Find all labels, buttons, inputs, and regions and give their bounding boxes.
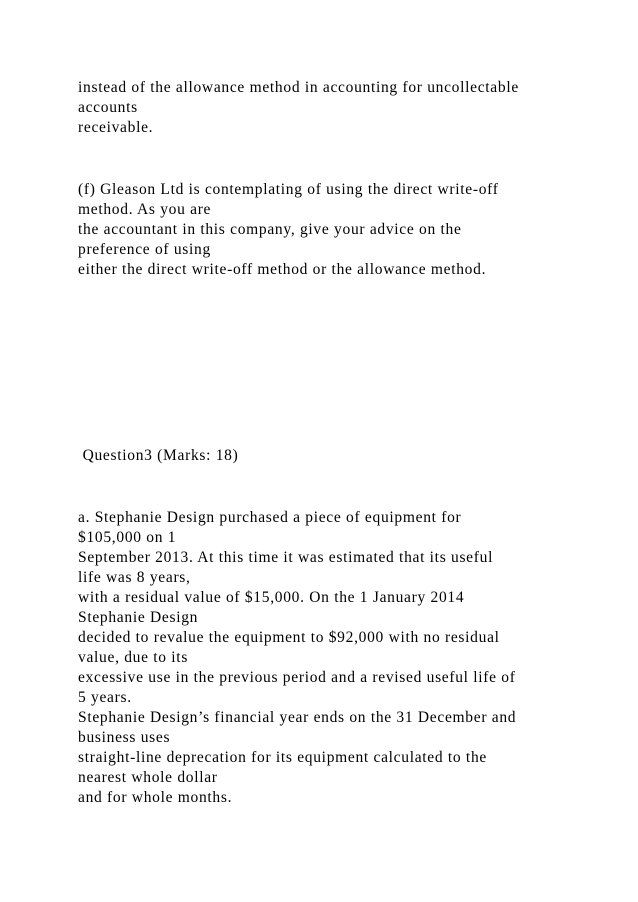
text-line: the accountant in this company, give your advice on the <box>78 221 462 238</box>
text-line: (f) Gleason Ltd is contemplating of using the direct write-off <box>78 181 499 198</box>
text-line: decided to revalue the equipment to $92,000 with no residual <box>78 629 500 646</box>
question-heading: Question3 (Marks: 18) <box>78 447 239 464</box>
text-line: value, due to its <box>78 649 189 666</box>
text-line: September 2013. At this time it was estimated that its useful <box>78 549 494 566</box>
text-line: excessive use in the previous period and a revised useful life of <box>78 669 516 686</box>
text-line: with a residual value of $15,000. On the 1 January 2014 <box>78 589 465 606</box>
text-line: nearest whole dollar <box>78 769 218 786</box>
text-line: straight-line deprecation for its equipment calculated to the <box>78 749 487 766</box>
text-line: $105,000 on 1 <box>78 529 177 546</box>
text-line: life was 8 years, <box>78 569 191 586</box>
text-line: a. Stephanie Design purchased a piece of equipment for <box>78 509 462 526</box>
text-line: instead of the allowance method in accounting for uncollectable <box>78 79 519 96</box>
text-line: Stephanie Design’s financial year ends on the 31 December and <box>78 709 517 726</box>
text-line: method. As you are <box>78 201 212 218</box>
text-line: either the direct write-off method or the allowance method. <box>78 261 487 278</box>
text-line: business uses <box>78 729 171 746</box>
text-line: receivable. <box>78 119 154 136</box>
text-line: accounts <box>78 99 138 116</box>
text-line: 5 years. <box>78 689 132 706</box>
text-line: Stephanie Design <box>78 609 199 626</box>
text-line: preference of using <box>78 241 211 258</box>
text-line: and for whole months. <box>78 789 233 806</box>
